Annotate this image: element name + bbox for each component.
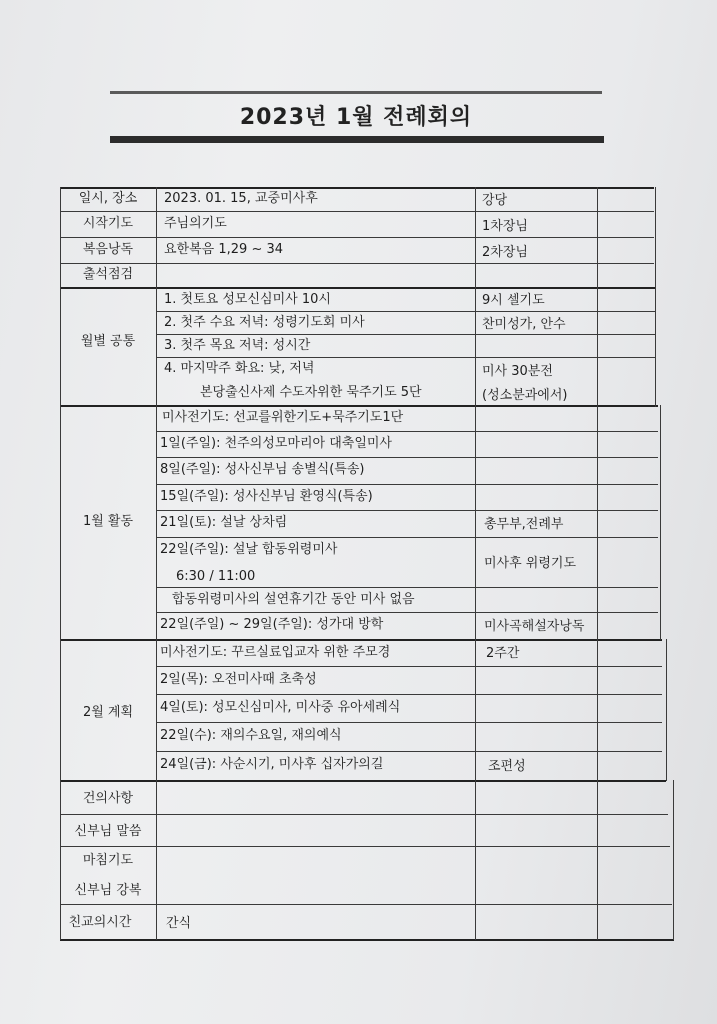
row-label: 일시, 장소 <box>78 191 138 206</box>
row-divider <box>156 666 662 667</box>
row-divider <box>156 431 658 432</box>
row-divider <box>60 263 654 264</box>
section-divider <box>60 287 656 289</box>
row-divider <box>156 587 658 588</box>
list-item: 4일(토): 성모신심미사, 미사중 유아세례식 <box>160 700 401 715</box>
section-divider <box>60 780 666 782</box>
note-column-divider <box>475 187 476 940</box>
list-item: 미사전기도: 선교를위한기도+묵주기도1단 <box>162 410 404 425</box>
list-item: 1. 첫토요 성모신심미사 10시 <box>164 292 331 307</box>
row-divider <box>156 751 662 752</box>
list-item: 21일(토): 설날 상차림 <box>160 515 288 530</box>
row-divider <box>156 484 658 485</box>
list-item-note: 조편성 <box>488 759 526 774</box>
table-top-border <box>60 187 654 189</box>
list-item-note: 9시 셀기도 <box>482 293 545 308</box>
list-item: 22일(수): 재의수요일, 재의예식 <box>160 728 342 743</box>
document-title: 2023년 1월 전례회의 <box>239 105 473 130</box>
row-divider <box>156 357 656 358</box>
list-item: 4. 마지막주 화요: 낮, 저녁 <box>164 361 315 376</box>
row-divider <box>156 510 658 511</box>
row-content: 간식 <box>166 916 192 931</box>
row-label: 건의사항 <box>82 791 134 806</box>
list-item: 합동위령미사의 설연휴기간 동안 미사 없음 <box>172 592 415 607</box>
row-note: 1차장님 <box>482 219 528 234</box>
row-note: 강당 <box>482 193 508 208</box>
row-divider <box>60 814 668 815</box>
row-content: 2023. 01. 15, 교중미사후 <box>164 191 318 206</box>
list-item-note: 2주간 <box>486 646 520 661</box>
row-divider <box>156 612 658 613</box>
list-item: 본당출신사제 수도자위한 묵주기도 5단 <box>200 385 422 400</box>
row-divider <box>60 211 654 212</box>
list-item-note: (성소분과에서) <box>482 388 568 403</box>
list-item: 22일(주일): 설날 합동위령미사 <box>160 542 338 557</box>
list-item: 6:30 / 11:00 <box>176 569 256 584</box>
section-divider <box>60 639 662 641</box>
row-label: 친교의시간 <box>68 915 132 930</box>
row-content: 주님의기도 <box>164 216 227 231</box>
section-label-february: 2월 계획 <box>82 705 134 720</box>
row-divider <box>156 311 656 312</box>
list-item: 24일(금): 사순시기, 미사후 십자가의길 <box>160 757 384 772</box>
row-label: 신부님 강복 <box>74 883 142 898</box>
list-item-note: 미사 30분전 <box>482 364 553 379</box>
table-right-border <box>673 780 674 940</box>
table-bottom-border <box>60 939 674 941</box>
table-right-border <box>666 639 667 781</box>
row-note: 2차장님 <box>482 245 528 260</box>
list-item: 15일(주일): 성사신부님 환영식(특송) <box>160 489 373 504</box>
list-item: 미사전기도: 꾸르실료입교자 위한 주모경 <box>160 645 391 660</box>
row-divider <box>156 694 662 695</box>
row-label: 출석점검 <box>82 267 134 282</box>
row-divider <box>60 846 670 847</box>
section-label-january: 1월 활동 <box>82 514 134 529</box>
section-divider <box>60 405 658 407</box>
list-item: 2일(목): 오전미사때 초축성 <box>160 672 317 687</box>
list-item: 2. 첫주 수요 저녁: 성령기도회 미사 <box>164 315 365 330</box>
row-label: 신부님 말씀 <box>74 824 142 839</box>
row-divider <box>156 457 658 458</box>
row-divider <box>156 537 658 538</box>
row-label: 마침기도 <box>82 853 134 868</box>
section-label-monthly: 월별 공통 <box>80 334 136 349</box>
row-divider <box>156 722 662 723</box>
table-right-border <box>655 187 656 407</box>
list-item: 1일(주일): 천주의성모마리아 대축일미사 <box>160 436 392 451</box>
row-label: 시작기도 <box>82 216 134 231</box>
row-divider <box>60 237 654 238</box>
list-item: 22일(주일) ~ 29일(주일): 성가대 방학 <box>160 617 384 632</box>
list-item-note: 총무부,전례부 <box>484 517 564 532</box>
list-item: 8일(주일): 성사신부님 송별식(특송) <box>160 462 365 477</box>
table-right-border <box>660 405 661 640</box>
extra-column-divider <box>597 187 598 940</box>
label-column-divider <box>156 187 157 940</box>
list-item-note: 미사곡해설자낭독 <box>484 619 585 634</box>
list-item-note: 미사후 위령기도 <box>484 556 577 571</box>
row-content: 요한복음 1,29 ~ 34 <box>164 242 284 257</box>
list-item: 3. 첫주 목요 저녁: 성시간 <box>164 338 311 353</box>
list-item-note: 찬미성가, 안수 <box>482 317 566 332</box>
row-label: 복음낭독 <box>82 242 134 257</box>
row-divider <box>156 334 656 335</box>
row-divider <box>60 904 672 905</box>
